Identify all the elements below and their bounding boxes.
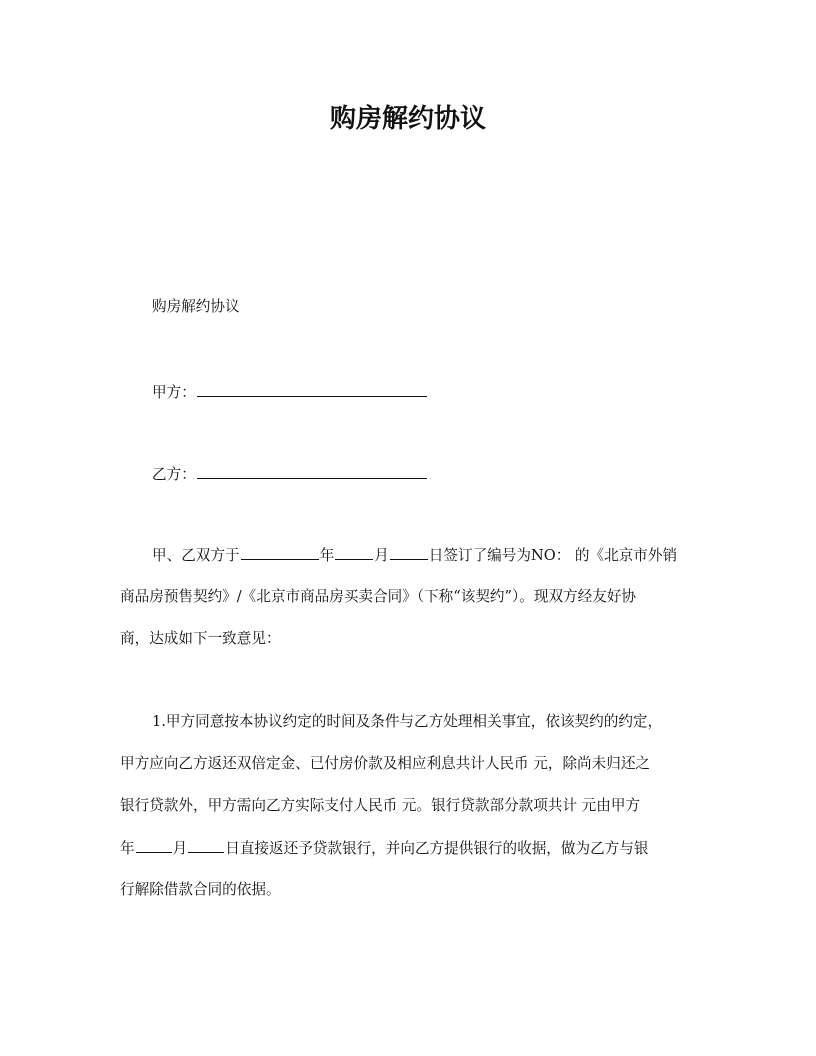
text: 年 xyxy=(319,547,335,564)
day-blank[interactable] xyxy=(390,545,428,560)
text: 年 xyxy=(120,840,135,857)
text: 甲、乙双方于 xyxy=(152,547,240,564)
party-b-line xyxy=(152,464,428,485)
party-a-label: 甲方： xyxy=(152,384,196,401)
day-blank[interactable] xyxy=(188,838,224,853)
year-blank[interactable] xyxy=(241,545,319,560)
para2-line5: 行解除借款合同的依据。 xyxy=(120,881,281,898)
party-a-blank[interactable] xyxy=(197,382,427,397)
month-blank[interactable] xyxy=(335,545,373,560)
document-title: 购房解约协议 xyxy=(329,104,486,134)
party-a-line xyxy=(152,382,428,403)
para1-line2: 商品房预售契约》/《北京市商品房买卖合同》（下称“该契约”）。现双方经友好协 xyxy=(120,588,637,605)
text: 日签订了编号为NO： 的《北京市外销 xyxy=(428,547,678,564)
text: 日直接返还予贷款银行，并向乙方提供银行的收据，做为乙方与银 xyxy=(225,840,649,857)
party-b-label: 乙方： xyxy=(152,466,196,483)
para2-line4 xyxy=(120,838,648,859)
para1-line1 xyxy=(152,545,677,566)
text: 月 xyxy=(172,840,188,857)
subtitle: 购房解约协议 xyxy=(152,298,240,315)
text: 月 xyxy=(374,547,389,564)
para2-line1: 1.甲方同意按本协议约定的时间及条件与乙方处理相关事宜，依该契约的约定， xyxy=(152,713,663,730)
para2-line2: 甲方应向乙方返还双倍定金、已付房价款及相应利息共计人民币 元，除尚未归还之 xyxy=(120,755,651,772)
para1-line3: 商，达成如下一致意见： xyxy=(120,630,281,647)
para2-line3: 银行贷款外，甲方需向乙方实际支付人民币 元。银行贷款部分款项共计 元由甲方 xyxy=(120,797,641,814)
month-blank[interactable] xyxy=(136,838,172,853)
party-b-blank[interactable] xyxy=(197,464,427,479)
